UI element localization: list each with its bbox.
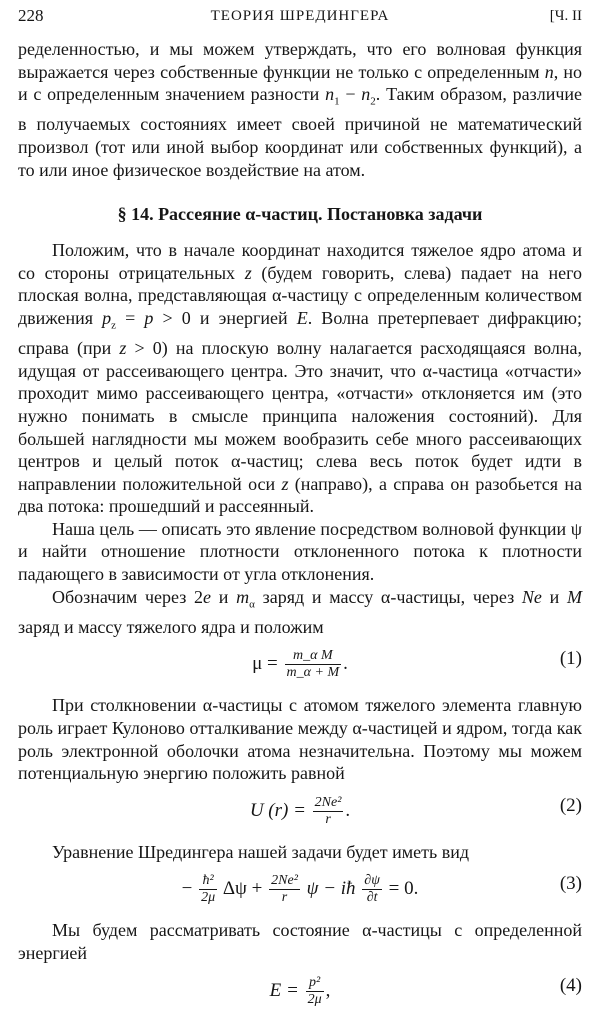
equation-1: μ = $\frac{\text{m\_α M}}{m\_\alpha + M}$ . (1)	[252, 648, 582, 681]
page-number: 228	[18, 6, 44, 25]
paragraph-notation: Обозначим через 2e и $m_\alpha$ заряд и массу α-частицы, через Ne и M заряд и массу тяжелого ядра и положим	[18, 586, 582, 637]
eq1-numerator: m_α M	[285, 648, 342, 665]
equation-number: (4)	[559, 974, 582, 996]
eq1-denominator: m_α + M	[286, 665, 340, 681]
paragraph-coulomb: При столкновении α-частицы с атомом тяжелого элемента главную роль играет Кулоново отталкивание между α-частицей и ядром, тогда как роль электронной оболочки атома незначительна. Поэтому мы можем потенциальную энергию положить равной	[18, 695, 582, 784]
section-title: § 14. Рассеяние α-частиц. Постановка задачи	[117, 204, 483, 225]
equation-number: (2)	[559, 794, 582, 816]
paragraph-goal: Наша цель — описать это явление посредством волновой функции ψ и найти отношение плотности отклоненного потока к плотности падающего в зависимости от угла отклонения.	[18, 518, 582, 585]
equation-3: − $\frac{\text{ħ²}}{2\mu}$ Δψ + $\frac{\text{2Ne²}}{r}$ ψ − iħ $\frac{\partial\psi}{\partial t}$ = 0. (3)	[181, 873, 582, 906]
eq4-numerator: p²	[306, 975, 324, 992]
equation-2: U (r) = $\frac{\text{2Ne²}}{r}$ . (2)	[249, 794, 582, 827]
equation-number: (1)	[559, 648, 582, 670]
running-title: ТЕОРИЯ ШРЕДИНГЕРА	[210, 8, 390, 24]
equation-4: E = $\frac{\text{p²}}{2\mu}$ , (4)	[269, 974, 582, 1007]
eq4-denominator: 2μ	[307, 991, 322, 1007]
paragraph-intro: ределенностью, и мы можем утверждать, что его волновая функция выражается через собственные функции не только с определенным n, но и с определенным значением разности $n_1 - n_2$. Таким образом, различие в получаемых состояниях имеет своей причиной не математический произвол (тот или иной выбор координат или собственных функций), а то или иное физическое воздействие на атом.	[18, 39, 583, 180]
eq2-denominator: r	[325, 811, 331, 827]
paragraph-energy: Мы будем рассматривать состояние α-частицы с определенной энергией	[18, 920, 582, 963]
paragraph-schrodinger: Уравнение Шредингера нашей задачи будет иметь вид	[52, 841, 470, 862]
equation-number: (3)	[559, 873, 582, 895]
chapter-marker: [Ч. II	[549, 8, 582, 24]
running-header	[18, 4, 582, 28]
eq2-numerator: 2Ne²	[314, 794, 342, 810]
page-body	[18, 38, 582, 1021]
paragraph-setup: Положим, что в начале координат находится тяжелое ядро атома и со стороны отрицательных z (будем говорить, слева) падает на него плоская волна, представляющая α-частицу с определенным количеством движения $p_z = p > 0$ и энергией E. Волна претерпевает дифракцию; справа (при z > 0) на плоскую волну налагается расходящаяся волна, идущая от рассеивающего центра. Это значит, что α-частица «отчасти» проходит мимо рассеивающего центра, «отчасти» отклоняется им (это нужно понимать в смысле принципа наложения состояний). Для большей наглядности мы можем вообразить себе много рассеивающих центров и целый поток α-частиц; слева весь поток будет идти в направлении положительной оси z (направо), а справа он разобьется на два потока: прошедший и рассеянный.	[18, 240, 583, 517]
